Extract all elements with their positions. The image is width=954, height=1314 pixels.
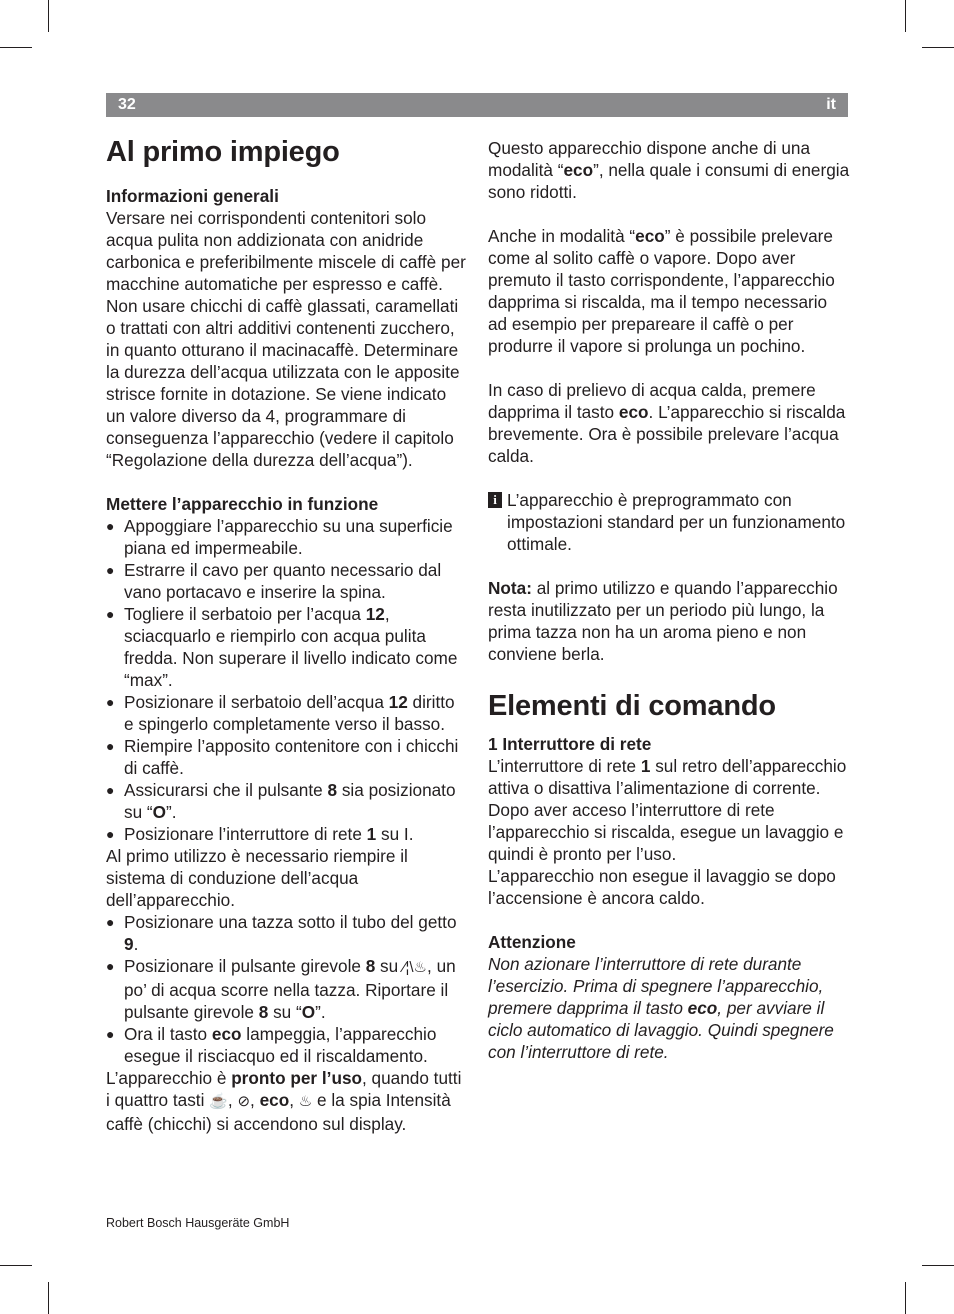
- list-item: ● Assicurarsi che il pulsante 8 sia posizionato su “O”.: [106, 779, 468, 823]
- list-item: ● Estrarre il cavo per quanto necessario dal vano portacavo e inserire la spina.: [106, 559, 468, 603]
- warning-paragraph: Non azionare l’interruttore di rete durante l’esercizio. Prima di spegnere l’apparecchio, premere dapprima il tasto eco, per avviare il ciclo automatico di lavaggio. Quindi spegnere con l’interruttore di rete.: [488, 954, 834, 1062]
- list-item: ● Ora il tasto eco lampeggia, l’apparecchio esegue il risciacquo ed il riscaldamento.: [106, 1023, 468, 1067]
- note-paragraph: Nota: al primo utilizzo e quando l’apparecchio resta inutilizzato per un periodo più lungo, la prima tazza non ha un aroma pieno e non conviene berla.: [488, 578, 838, 664]
- paragraph: In caso di prelievo di acqua calda, premere dapprima il tasto eco. L’apparecchio si riscalda brevemente. Ora è possibile prelevare l’acqua calda.: [488, 380, 846, 466]
- bean-icon: ⊘: [237, 1093, 251, 1110]
- paragraph: Versare nei corrispondenti contenitori solo acqua pulita non addizionata con anidride carbonica e preferibilmente miscele di caffè per macchine automatiche per espresso e caffè. Non usare chicchi di caffè glassati, caramellati o trattati con altri additivi contenenti zucchero, in quanto otturano il macinacaffè. Determinare la durezza dell’acqua utilizzata con le apposite strisce fornite in dotazione. Se viene indicato un valore diverso da 4, programmare di conseguenza l’apparecchio (vedere il capitolo “Regolazione della durezza dell’acqua”).: [106, 208, 466, 470]
- paragraph: Anche in modalità “eco” è possibile prelevare come al solito caffè o vapore. Dopo aver premuto il tasto corrispondente, l’apparecchio dapprima si riscalda, ma il tempo necessario ad esempio per prepareare il caffè o per produrre il vapore si prolunga un pochino.: [488, 226, 835, 356]
- list-item: ● Riempire l’apposito contenitore con i chicchi di caffè.: [106, 735, 468, 779]
- list-item: ● Togliere il serbatoio per l’acqua 12, sciacquarlo e riempirlo con acqua pulita fredda. Non superare il livello indicato come “max”.: [106, 603, 468, 691]
- list-item: ● Posizionare una tazza sotto il tubo del getto 9.: [106, 911, 468, 955]
- subheading: Informazioni generali: [106, 186, 279, 206]
- page-number: 32: [118, 96, 136, 113]
- crop-mark: [905, 1282, 906, 1314]
- crop-mark: [0, 1265, 32, 1266]
- crop-mark: [922, 1265, 954, 1266]
- list-item: ● Appoggiare l’apparecchio su una superficie piana ed impermeabile.: [106, 515, 468, 559]
- paragraph: L’apparecchio è pronto per l’uso, quando tutti i quattro tasti ☕, ⊘, eco, ♨ e la spia Intensità caffè (chicchi) si accendono sul display.: [106, 1068, 462, 1134]
- paragraph: L’apparecchio non esegue il lavaggio se dopo l’accensione è ancora caldo.: [488, 866, 836, 908]
- left-column: [106, 137, 468, 1135]
- subheading: Attenzione: [488, 932, 576, 952]
- info-icon: i: [488, 492, 502, 508]
- section-title: Al primo impiego: [106, 136, 340, 168]
- subheading: Mettere l’apparecchio in funzione: [106, 494, 379, 514]
- paragraph: Questo apparecchio dispone anche di una modalità “eco”, nella quale i consumi di energia sono ridotti.: [488, 138, 850, 202]
- list-item: ● Posizionare il pulsante girevole 8 su ⁄¦\♨, un po’ di acqua scorre nella tazza. Riportare il pulsante girevole 8 su “O”.: [106, 955, 468, 1023]
- list-item: ● Posizionare l’interruttore di rete 1 su I.: [106, 823, 468, 845]
- paragraph: Dopo aver acceso l’interruttore di rete l’apparecchio si riscalda, esegue un lavaggio e quindi è pronto per l’uso.: [488, 800, 844, 864]
- list-item: ● Posizionare il serbatoio dell’acqua 12 diritto e spingerlo completamente verso il basso.: [106, 691, 468, 735]
- steam-icon: ♨: [298, 1093, 313, 1110]
- page-header-bar: [106, 93, 848, 117]
- cup-icon: ☕: [209, 1093, 228, 1110]
- info-note: i L’apparecchio è preprogrammato con impostazioni standard per un funzionamento ottimale.: [488, 489, 850, 555]
- paragraph: Al primo utilizzo è necessario riempire il sistema di conduzione dell’acqua dell’apparecchio.: [106, 846, 408, 910]
- hot-water-icon: ⁄¦\♨: [402, 959, 428, 976]
- footer-company: Robert Bosch Hausgeräte GmbH: [106, 1216, 290, 1230]
- paragraph: L’interruttore di rete 1 sul retro dell’apparecchio attiva o disattiva l’alimentazione di corrente.: [488, 756, 847, 798]
- crop-mark: [922, 47, 954, 48]
- crop-mark: [0, 47, 32, 48]
- language-code: it: [826, 96, 836, 113]
- crop-mark: [905, 0, 906, 32]
- right-column: [488, 137, 850, 1063]
- section-title: Elementi di comando: [488, 690, 776, 722]
- crop-mark: [48, 1282, 49, 1314]
- subheading: 1 Interruttore di rete: [488, 734, 652, 754]
- crop-mark: [48, 0, 49, 32]
